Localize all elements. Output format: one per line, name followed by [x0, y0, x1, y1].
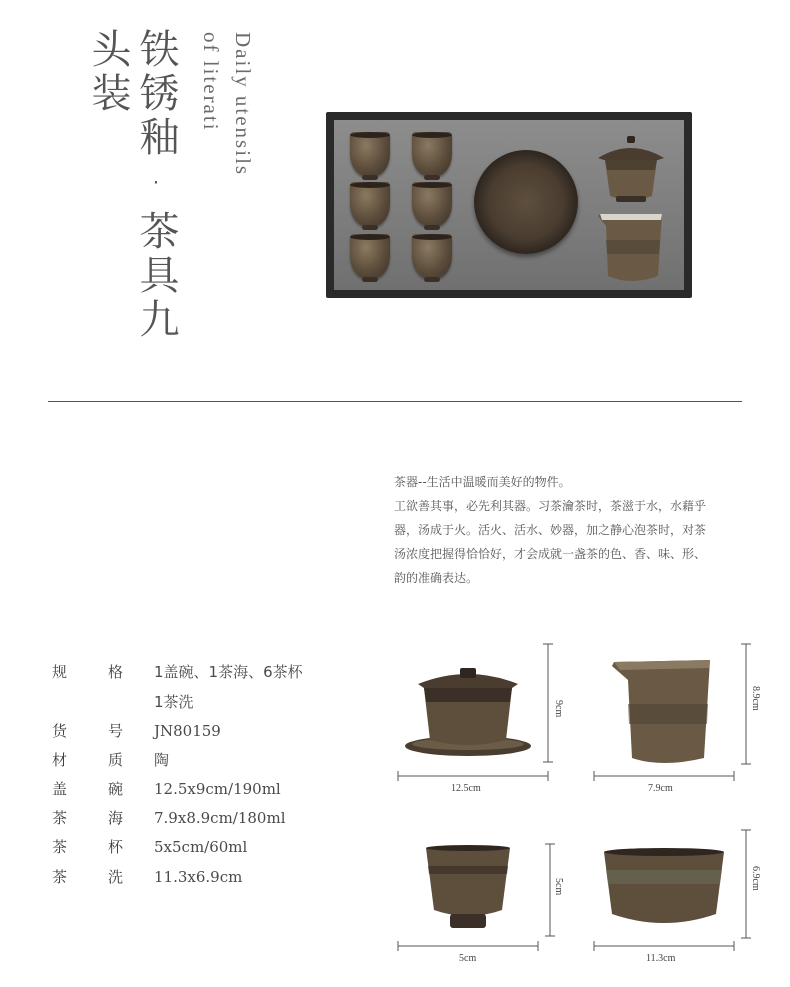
spec-row-cup [52, 832, 352, 862]
tea-washer-image [474, 150, 578, 254]
teacup-image [350, 132, 390, 176]
english-tagline-1: Daily utensils [231, 32, 255, 177]
spec-value: 1茶洗 [154, 693, 194, 711]
spec-key: 盖 [52, 780, 68, 798]
spec-value: 11.3x6.9cm [154, 868, 243, 886]
pitcher-height-label: 8.9cm [750, 686, 761, 711]
washer-height-label: 6.9cm [750, 866, 761, 891]
spec-key: 海 [108, 809, 124, 827]
teacup-image [412, 234, 452, 278]
gaiwan-width-label: 12.5cm [451, 783, 481, 794]
spec-key: 货 [52, 722, 68, 740]
product-description [394, 470, 744, 590]
spec-row-item-no [52, 716, 352, 746]
gaiwan-image [596, 136, 666, 206]
spec-key: 格 [108, 663, 124, 681]
spec-key: 茶 [52, 809, 68, 827]
pitcher-width-label: 7.9cm [648, 783, 673, 794]
description-lead: 茶器--生活中温暖而美好的物件。 [394, 475, 571, 489]
description-line: 汤浓度把握得恰恰好，才会成就一盏茶的色、香、味、形、 [394, 547, 707, 561]
washer-dimension-drawing [590, 826, 760, 966]
spec-value: JN80159 [154, 722, 221, 740]
product-title: 铁锈釉·茶具九 [133, 28, 179, 342]
spec-value: 7.9x8.9cm/180ml [154, 809, 286, 827]
gaiwan-height-label: 9cm [553, 700, 564, 718]
cup-dimension-drawing [394, 826, 564, 966]
spec-row-material [52, 745, 352, 775]
description-line: 器，汤成于火。活火、活水、妙器，加之静心泡茶时，对茶 [394, 523, 707, 537]
gaiwan-dimension-drawing [394, 640, 564, 800]
teacup-image [412, 182, 452, 226]
spec-value: 陶 [154, 751, 170, 769]
description-line: 韵的准确表达。 [394, 571, 479, 585]
pitcher-dimension-drawing [590, 640, 760, 800]
spec-value: 1盖碗、1茶海、6茶杯 [154, 663, 303, 681]
product-subtitle: 头装 [85, 28, 131, 116]
teacup-image [350, 234, 390, 278]
spec-row-pitcher [52, 803, 352, 833]
description-line: 工欲善其事，必先利其器。习茶瀹茶时，茶滋于水，水藉乎 [394, 499, 707, 513]
spec-row-gaiwan [52, 774, 352, 804]
spec-key: 碗 [108, 780, 124, 798]
pitcher-image [598, 210, 664, 284]
spec-key: 规 [52, 663, 68, 681]
spec-key: 茶 [52, 868, 68, 886]
spec-row-spec [52, 657, 352, 687]
english-tagline-2: of literati [199, 32, 223, 132]
spec-key: 洗 [108, 868, 124, 886]
teacup-image [350, 182, 390, 226]
spec-value: 12.5x9cm/190ml [154, 780, 281, 798]
teacup-image [412, 132, 452, 176]
spec-value: 5x5cm/60ml [154, 838, 248, 856]
spec-key: 材 [52, 751, 68, 769]
gift-box-tray [334, 120, 684, 290]
spec-key: 质 [108, 751, 124, 769]
cup-width-label: 5cm [459, 953, 477, 964]
spec-key: 杯 [108, 838, 124, 856]
spec-key: 号 [108, 722, 124, 740]
spec-row-spec-continued [52, 687, 352, 717]
section-divider [48, 401, 742, 402]
spec-key: 茶 [52, 838, 68, 856]
cup-height-label: 5cm [553, 878, 564, 896]
washer-width-label: 11.3cm [646, 953, 676, 964]
spec-row-washer [52, 862, 352, 892]
